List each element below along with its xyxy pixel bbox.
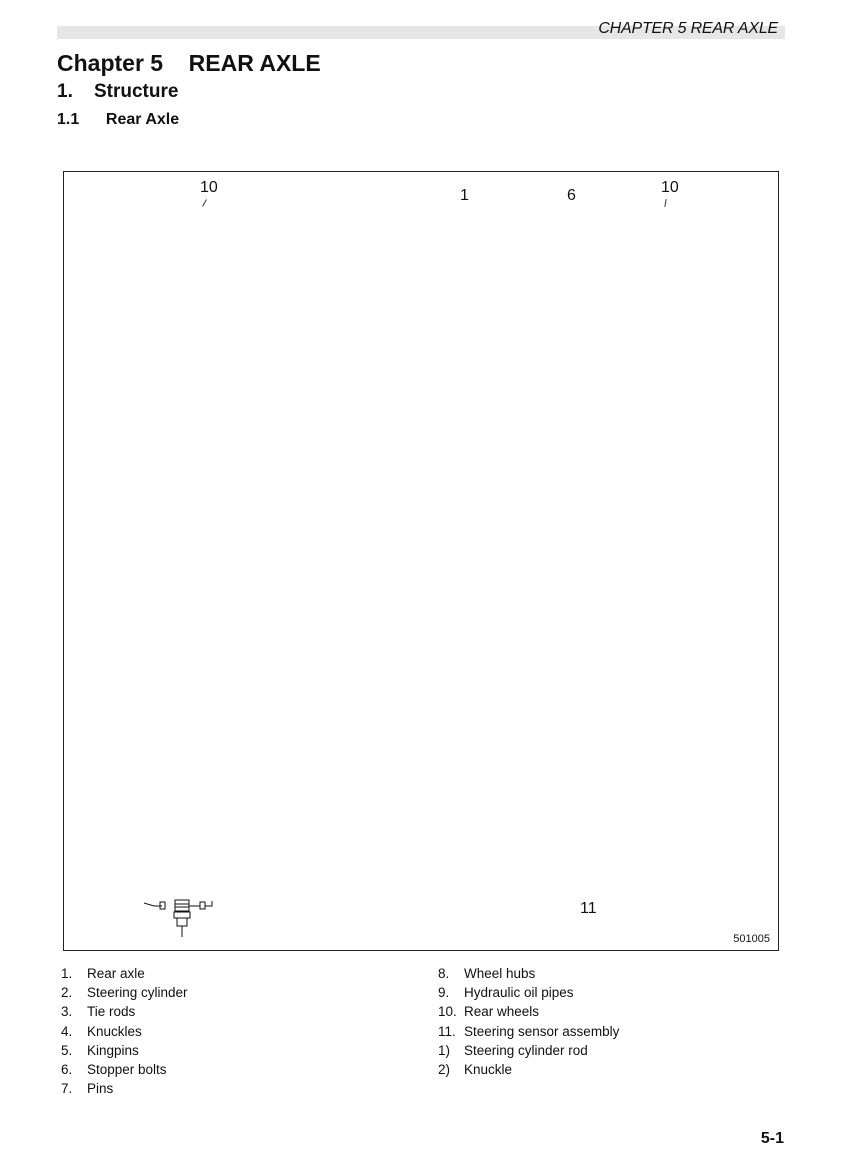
chapter-title: Chapter 5 REAR AXLE xyxy=(57,50,321,76)
list-item: 1. Rear axle xyxy=(61,966,145,981)
parts-list-left xyxy=(61,964,188,1098)
callout-11: 11 xyxy=(580,900,597,917)
list-item: 2) Knuckle xyxy=(438,1062,513,1078)
list-item: 6. Stopper bolts xyxy=(61,1062,167,1078)
list-item: 4. Knuckles xyxy=(61,1023,142,1039)
list-item: 1) Steering cylinder rod xyxy=(438,1042,588,1058)
list-item: 3. Tie rods xyxy=(61,1004,136,1020)
list-item: 5. Kingpins xyxy=(61,1042,139,1058)
figure-frame xyxy=(63,171,779,951)
list-item: 10. Rear wheels xyxy=(438,1004,540,1020)
list-item: 2. Steering cylinder xyxy=(61,985,188,1001)
list-item: 9. Hydraulic oil pipes xyxy=(438,985,574,1001)
parts-list-right xyxy=(438,964,619,1079)
section-title: 1. Structure xyxy=(57,81,179,102)
callout-1: 1 xyxy=(460,187,469,204)
callout-6: 6 xyxy=(567,187,576,204)
running-head: CHAPTER 5 REAR AXLE xyxy=(598,20,778,37)
list-item: 11. Steering sensor assembly xyxy=(438,1023,620,1039)
figure-code: 501005 xyxy=(733,933,770,945)
callout-leader xyxy=(202,199,207,206)
steering-sensor-sketch xyxy=(140,893,220,943)
subsection-title: 1.1 Rear Axle xyxy=(57,111,180,128)
list-item: 8. Wheel hubs xyxy=(438,966,536,981)
page-number: 5-1 xyxy=(760,1130,784,1147)
list-item: 7. Pins xyxy=(61,1081,114,1097)
callout-10-left: 10 xyxy=(200,179,218,196)
callout-leader xyxy=(664,199,666,207)
callout-10-right: 10 xyxy=(661,179,679,196)
